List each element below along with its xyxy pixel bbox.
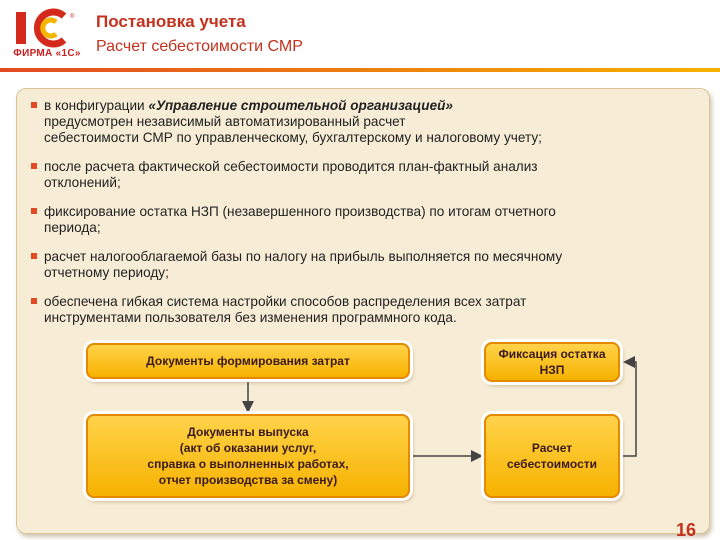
logo-caption: ФИРМА «1С» [13,48,81,59]
issue-documents-line: отчет производства за смену) [158,473,338,487]
issue-documents-line: (акт об оказании услуг, [179,441,317,455]
bullet-text: отчетному периоду; [44,265,169,280]
bullet-text: в конфигурации [44,98,149,113]
bullet-text: отклонений; [44,175,121,190]
wip-balance-line: Фиксация остатка [498,347,606,361]
issue-documents-line: справка о выполненных работах, [147,457,349,471]
wip-balance-box [484,342,620,382]
bullet-text: себестоимости СМР по управленческому, бухгалтерскому и налоговому учету; [44,130,542,145]
bullet-emphasis: «Управление строительной организацией» [148,98,453,113]
wip-balance-line: НЗП [539,363,565,377]
bullet-text: периода; [44,220,101,235]
costs-documents-label: Документы формирования затрат [146,354,350,368]
cost-calculation-line: себестоимости [506,457,598,471]
costs-documents-box [86,343,410,379]
cost-calculation-box [484,414,620,498]
bullet-text: расчет налогооблагаемой базы по налогу на прибыль выполняется по месячному [44,249,563,264]
bullet-text: обеспечена гибкая система настройки способов распределения всех затрат [44,294,527,309]
page-number: 16 [676,520,697,540]
issue-documents-box [86,414,410,498]
svg-text:®: ® [70,14,75,20]
slide-title: Постановка учета [96,12,246,31]
bullet-text: предусмотрен независимый автоматизированный расчет [44,114,406,129]
bullet-text: после расчета фактической себестоимости проводится план-фактный анализ [44,159,538,174]
bullet-text: инструментами пользователя без изменения программного кода. [44,310,457,325]
bullet-text: фиксирование остатка НЗП (незавершенного производства) по итогам отчетного [44,204,556,219]
slide-subtitle: Расчет себестоимости СМР [96,38,303,55]
cost-calculation-line: Расчет [531,441,573,455]
issue-documents-line: Документы выпуска [187,425,309,439]
arrow-calc-to-wip [622,362,636,456]
